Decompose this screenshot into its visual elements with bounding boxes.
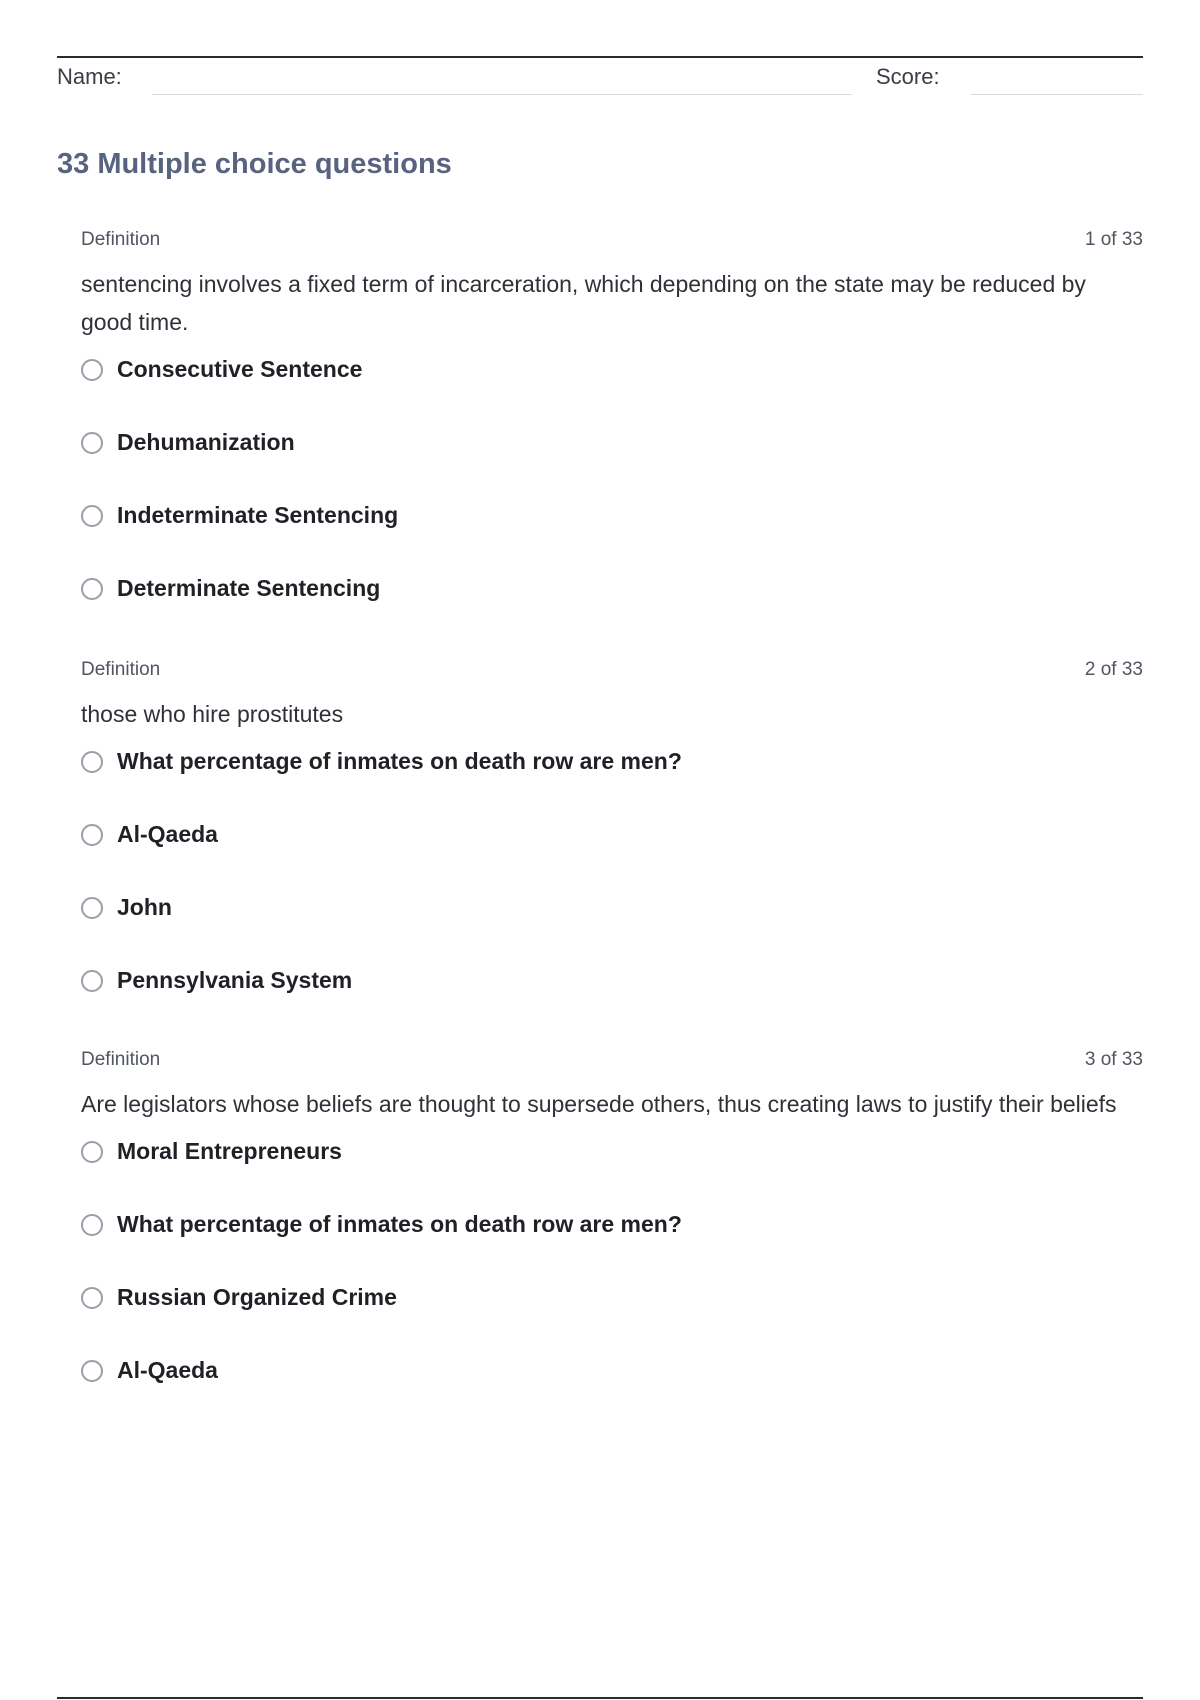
question-type-label: Definition xyxy=(81,659,161,680)
radio-button-icon[interactable] xyxy=(81,432,103,454)
radio-button-icon[interactable] xyxy=(81,359,103,381)
score-field[interactable] xyxy=(971,94,1143,95)
question-header xyxy=(81,229,1143,255)
answer-option[interactable] xyxy=(81,747,1143,820)
answer-option-label: Determinate Sentencing xyxy=(117,575,381,601)
question-1 xyxy=(81,229,1143,647)
question-prompt: those who hire prostitutes xyxy=(81,701,344,727)
question-counter: 3 of 33 xyxy=(1084,1049,1143,1070)
answer-option[interactable] xyxy=(81,501,1143,574)
question-type-label: Definition xyxy=(81,229,161,250)
radio-button-icon[interactable] xyxy=(81,1141,103,1163)
answer-options xyxy=(81,1137,1143,1429)
radio-button-icon[interactable] xyxy=(81,1214,103,1236)
answer-option[interactable] xyxy=(81,966,1143,1039)
answer-option-label: Al-Qaeda xyxy=(117,821,218,847)
answer-options xyxy=(81,355,1143,647)
answer-option-label: Pennsylvania System xyxy=(117,967,353,993)
answer-option[interactable] xyxy=(81,428,1143,501)
answer-option[interactable] xyxy=(81,1283,1143,1356)
answer-option-label: What percentage of inmates on death row are men? xyxy=(117,1211,682,1237)
question-counter: 1 of 33 xyxy=(1084,229,1143,250)
answer-option-label: Indeterminate Sentencing xyxy=(117,502,399,528)
worksheet-page xyxy=(57,0,1143,1700)
question-type-label: Definition xyxy=(81,1049,161,1070)
top-divider xyxy=(57,56,1143,58)
answer-option-label: What percentage of inmates on death row are men? xyxy=(117,748,682,774)
name-label: Name: xyxy=(57,64,122,89)
name-field[interactable] xyxy=(152,94,852,95)
radio-button-icon[interactable] xyxy=(81,1287,103,1309)
answer-option[interactable] xyxy=(81,355,1143,428)
radio-button-icon[interactable] xyxy=(81,505,103,527)
answer-option[interactable] xyxy=(81,893,1143,966)
answer-option[interactable] xyxy=(81,820,1143,893)
score-label: Score: xyxy=(876,64,940,89)
section-title: 33 Multiple choice questions xyxy=(57,148,452,180)
radio-button-icon[interactable] xyxy=(81,970,103,992)
question-prompt: sentencing involves a fixed term of incarceration, which depending on the state may be reduced by good time. xyxy=(81,271,1086,335)
answer-option-label: Consecutive Sentence xyxy=(117,356,363,382)
radio-button-icon[interactable] xyxy=(81,1360,103,1382)
answer-option[interactable] xyxy=(81,1356,1143,1429)
radio-button-icon[interactable] xyxy=(81,897,103,919)
answer-option-label: Dehumanization xyxy=(117,429,295,455)
radio-button-icon[interactable] xyxy=(81,824,103,846)
answer-option-label: Al-Qaeda xyxy=(117,1357,218,1383)
question-header xyxy=(81,659,1143,685)
name-score-row xyxy=(57,62,1143,98)
question-2 xyxy=(81,659,1143,1039)
radio-button-icon[interactable] xyxy=(81,751,103,773)
answer-option-label: John xyxy=(117,894,172,920)
bottom-divider xyxy=(57,1697,1143,1699)
question-3 xyxy=(81,1049,1143,1429)
answer-options xyxy=(81,747,1143,1039)
answer-option[interactable] xyxy=(81,574,1143,647)
question-counter: 2 of 33 xyxy=(1084,659,1143,680)
radio-button-icon[interactable] xyxy=(81,578,103,600)
answer-option[interactable] xyxy=(81,1210,1143,1283)
answer-option-label: Moral Entrepreneurs xyxy=(117,1138,342,1164)
answer-option-label: Russian Organized Crime xyxy=(117,1284,397,1310)
question-header xyxy=(81,1049,1143,1075)
question-prompt: Are legislators whose beliefs are thought to supersede others, thus creating laws to justify their beliefs xyxy=(81,1091,1117,1117)
answer-option[interactable] xyxy=(81,1137,1143,1210)
